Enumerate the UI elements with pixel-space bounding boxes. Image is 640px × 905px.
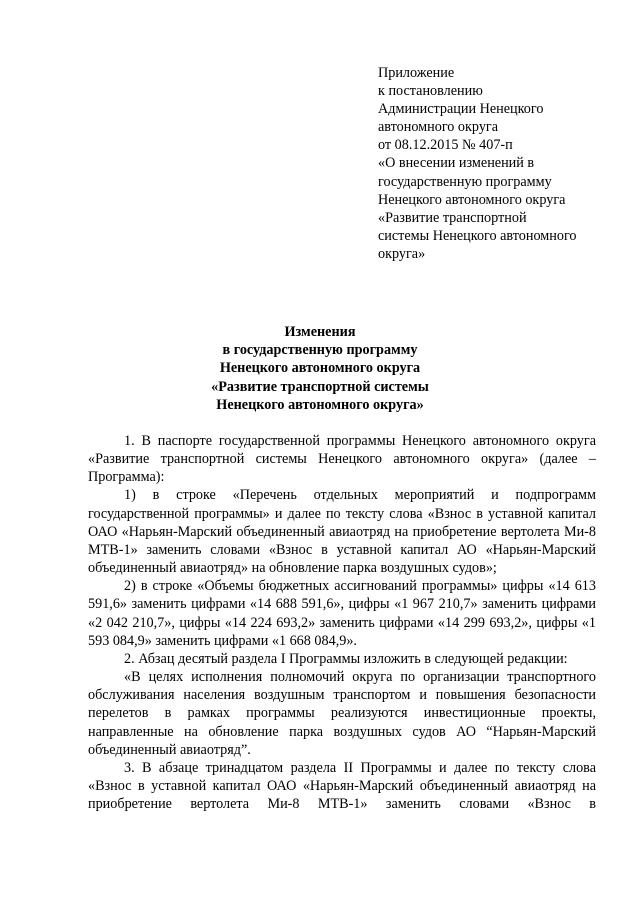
title-line: Ненецкого автономного округа» bbox=[216, 396, 424, 413]
title-line: в государственную программу bbox=[222, 342, 418, 359]
title-line: «Развитие транспортной системы bbox=[211, 378, 429, 395]
paragraph-2-quote: «В целях исполнения полномочий округа по организации транспортного обслуживания населения воздушным транспортом и повышения безопасности перелетов в рамках программы реализуются инвестиционные проекты, направленные на обновление парка воздушных судов АО “Нарьян-Марский объединенный авиаотряд”. bbox=[88, 669, 596, 758]
appendix-line: Ненецкого автономного округа bbox=[378, 191, 566, 208]
appendix-line: Приложение bbox=[378, 65, 455, 81]
title-line: Изменения bbox=[284, 324, 356, 340]
appendix-line: от 08.12.2015 № 407-п bbox=[378, 137, 513, 154]
appendix-line: государственную программу bbox=[378, 173, 552, 190]
appendix-line: автономного округа bbox=[378, 119, 499, 136]
document-title bbox=[0, 323, 640, 414]
paragraph-3: 3. В абзаце тринадцатом раздела II Программы и далее по тексту слова «Взнос в уставной капитал ОАО «Нарьян-Марский объединенный авиаотряд на приобретение вертолета Ми-8 МТВ-1» заменить словами «Взнос в bbox=[88, 759, 596, 813]
appendix-header bbox=[378, 64, 608, 263]
paragraph-1-item-2: 2) в строке «Объемы бюджетных ассигнований программы» цифры «14 613 591,6» заменить цифрами «14 688 591,6», цифры «1 967 210,7» заменить цифрами «2 042 210,7», цифры «14 224 693,2» заменить цифрами «14 299 693,2», цифры «1 593 084,9» заменить цифрами «1 668 084,9». bbox=[88, 578, 596, 649]
appendix-line: «Развитие транспортной bbox=[378, 209, 527, 226]
appendix-line: Администрации Ненецкого bbox=[378, 101, 544, 118]
paragraph-1: 1. В паспорте государственной программы Ненецкого автономного округа «Развитие транспортной системы Ненецкого автономного округа» (далее – Программа): bbox=[88, 433, 596, 486]
document-body bbox=[88, 432, 596, 813]
appendix-line: «О внесении изменений в bbox=[378, 155, 535, 172]
appendix-line: округа» bbox=[378, 245, 426, 262]
paragraph-2: 2. Абзац десятый раздела I Программы изложить в следующей редакции: bbox=[124, 650, 568, 667]
paragraph-1-item-1: 1) в строке «Перечень отдельных мероприятий и подпрограмм государственной программы» и далее по тексту слова «Взнос в уставной капитал ОАО «Нарьян-Марский объединенный авиаотряд на приобретение вертолета Ми-8 МТВ-1» заменить словами «Взнос в уставной капитал АО «Нарьян-Марский объединенный авиаотряд» на обновление парка воздушных судов»; bbox=[88, 487, 596, 577]
appendix-line: к постановлению bbox=[378, 83, 483, 100]
title-line: Ненецкого автономного округа bbox=[219, 360, 421, 377]
appendix-line: системы Ненецкого автономного bbox=[378, 227, 577, 244]
